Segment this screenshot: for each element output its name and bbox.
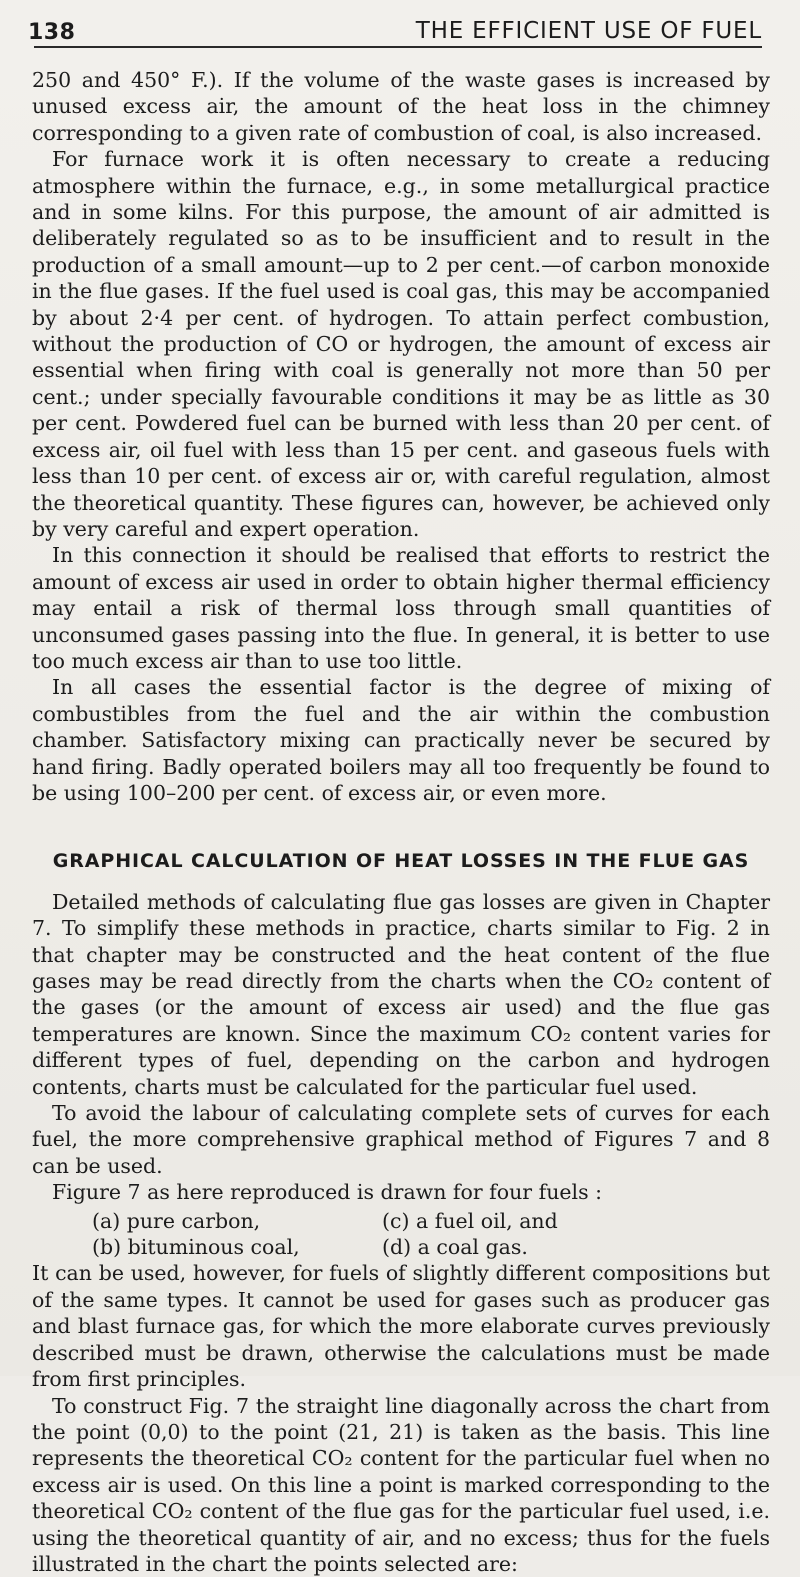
paragraph: It can be used, however, for fuels of slightly different compositions but of the same types. It cannot be used for gases such as producer gas and blast furnace gas, for which the more elaborate curves previously described must be drawn, otherwise the calculations must be made from first principles.	[32, 1260, 770, 1392]
page-header	[28, 14, 762, 42]
paragraph: Detailed methods of calculating flue gas losses are given in Chapter 7. To simplify these methods in practice, charts similar to Fig. 2 in that chapter may be constructed and the heat content of the flue gases may be read directly from the charts when the CO₂ content of the gases (or the amount of excess air used) and the flue gas temperatures are known. Since the maximum CO₂ content varies for different types of fuel, depending on the carbon and hydrogen contents, charts must be calculated for the particular fuel used.	[32, 889, 770, 1100]
paragraph: In this connection it should be realised that efforts to restrict the amount of excess air used in order to obtain higher thermal efficiency may entail a risk of thermal loss through small quantities of unconsumed gases passing into the flue. In general, it is better to use too much excess air than to use too little.	[32, 542, 770, 674]
paragraph: In all cases the essential factor is the degree of mixing of combustibles from the fuel and the air within the combustion chamber. Satisfactory mixing can practically never be secured by hand firing. Badly operated boilers may all too frequently be found to be using 100–200 per cent. of excess air, or even more.	[32, 674, 770, 806]
section-heading: GRAPHICAL CALCULATION OF HEAT LOSSES IN THE FLUE GAS	[32, 848, 770, 874]
fuel-list-item: (d) a coal gas.	[382, 1234, 642, 1260]
fuel-list-item: (b) bituminous coal,	[92, 1234, 382, 1260]
paragraph: 250 and 450° F.). If the volume of the waste gases is increased by unused excess air, the amount of the heat loss in the chimney corresponding to a given rate of combustion of coal, is also increased.	[32, 67, 770, 146]
fuel-list-item: (c) a fuel oil, and	[382, 1208, 642, 1234]
paragraph: To construct Fig. 7 the straight line diagonally across the chart from the point (0,0) to the point (21, 21) is taken as the basis. This line represents the theoretical CO₂ content for the particular fuel when no excess air is used. On this line a point is marked corresponding to the theoretical CO₂ content of the flue gas for the particular fuel used, i.e. using the theoretical quantity of air, and no excess; thus for the fuels illustrated in the chart the points selected are:	[32, 1393, 770, 1577]
page-number: 138	[28, 20, 75, 45]
running-title: THE EFFICIENT USE OF FUEL	[416, 18, 762, 44]
page-body	[32, 67, 770, 1577]
header-rule	[34, 46, 762, 48]
fuel-list-item: (a) pure carbon,	[92, 1208, 382, 1234]
paragraph: To avoid the labour of calculating complete sets of curves for each fuel, the more comprehensive graphical method of Figures 7 and 8 can be used.	[32, 1100, 770, 1179]
paragraph: For furnace work it is often necessary to create a reducing atmosphere within the furnace, e.g., in some metallurgical practice and in some kilns. For this purpose, the amount of air admitted is deliberately regulated so as to be insufficient and to result in the production of a small amount—up to 2 per cent.—of carbon monoxide in the flue gases. If the fuel used is coal gas, this may be accompanied by about 2·4 per cent. of hydrogen. To attain perfect combustion, without the production of CO or hydrogen, the amount of excess air essential when firing with coal is generally not more than 50 per cent.; under specially favourable conditions it may be as little as 30 per cent. Powdered fuel can be burned with less than 20 per cent. of excess air, oil fuel with less than 15 per cent. and gaseous fuels with less than 10 per cent. of excess air or, with careful regulation, almost the theoretical quantity. These figures can, however, be achieved only by very careful and expert operation.	[32, 146, 770, 542]
paragraph: Figure 7 as here reproduced is drawn for four fuels :	[32, 1179, 770, 1205]
fuel-list	[92, 1208, 770, 1261]
